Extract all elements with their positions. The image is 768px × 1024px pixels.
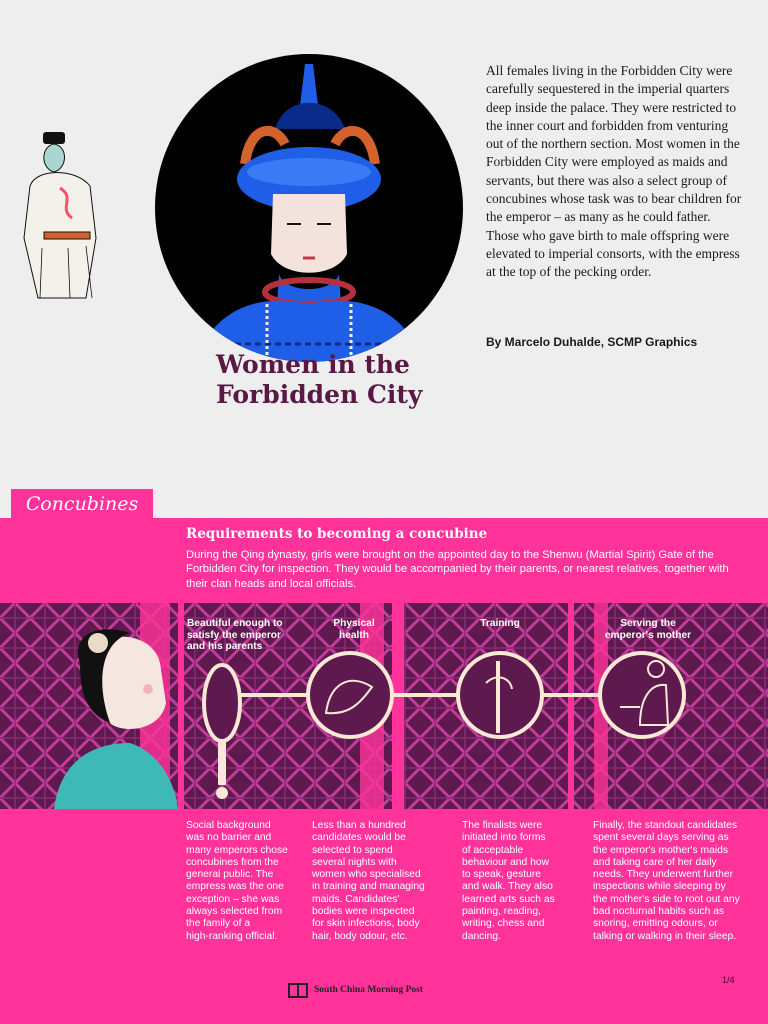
serving-mother-icon: [600, 653, 684, 737]
step-label-serving: Serving the emperor's mother: [604, 618, 692, 641]
page-title-line-2: Forbidden City: [216, 380, 423, 409]
scmp-logo-icon: [288, 983, 308, 998]
page-title: [216, 350, 456, 410]
step-label-training: Training: [480, 618, 520, 629]
physical-health-icon: [308, 653, 392, 737]
intro-paragraph: All females living in the Forbidden City were carefully sequestered in the imperial quarters deep inside the palace. They were restricted to the inner court and forbidden from venturing out of the northern section. Most women in the Forbidden City were employed as maids and servants, but there was also a select group of concubines whose task was to bear children for the emperor – as many as he could father. Those who gave birth to male offspring were elevated to imperial consorts, with the empress at the top of the pecking order.: [486, 63, 742, 280]
step-label-beauty: Beautiful enough to satisfy the emperor and his parents: [187, 618, 283, 652]
official-figure-illustration: [16, 128, 126, 303]
step-label-health: Physical health: [333, 618, 375, 641]
byline: By Marcelo Duhalde, SCMP Graphics: [486, 335, 698, 349]
empress-illustration: [155, 54, 463, 362]
step-text-serving: Finally, the standout candidates spent several days serving as the emperor's mother's maids and taking care of her daily needs. They underwent further inspections while sleeping by the mother's side to root out any bad nocturnal habits such as snoring, emitting odours, or talking or walking in their sleep.: [593, 820, 740, 942]
page-title-line-1: Women in the: [216, 350, 410, 379]
scmp-logo-text: South China Morning Post: [314, 985, 424, 995]
step-text-training: The finalists were initiated into forms of acceptable behaviour and how to speak, gesture and walk. They also learned arts such as painting, reading, writing, chess and dancing.: [462, 820, 555, 942]
empress-portrait: [155, 54, 463, 362]
requirements-intro: During the Qing dynasty, girls were brought on the appointed day to the Shenwu (Martial Spirit) Gate of the Forbidden City for inspection. They would be accompanied by their parents, or nearest relatives, together with their clan heads and local officials.: [186, 549, 729, 590]
requirements-title: Requirements to becoming a concubine: [186, 526, 488, 542]
step-text-beauty: Social background was no barrier and many emperors chose concubines from the general public. The empress was the one exception – she was always selected from the family of a high-ranking official.: [186, 820, 288, 942]
section-tab-label: Concubines: [25, 493, 139, 515]
scmp-logo: [288, 982, 423, 998]
step-text-health: Less than a hundred candidates would be selected to spend several nights with women who specialised in training and managing maids. Candidates' bodies were inspected for skin infections, body hair, body odour, etc.: [312, 820, 425, 942]
training-brush-icon: [458, 653, 542, 737]
page-number: 1/4: [722, 975, 735, 985]
header-area: [0, 0, 768, 490]
section-tab-concubines: [11, 489, 153, 519]
